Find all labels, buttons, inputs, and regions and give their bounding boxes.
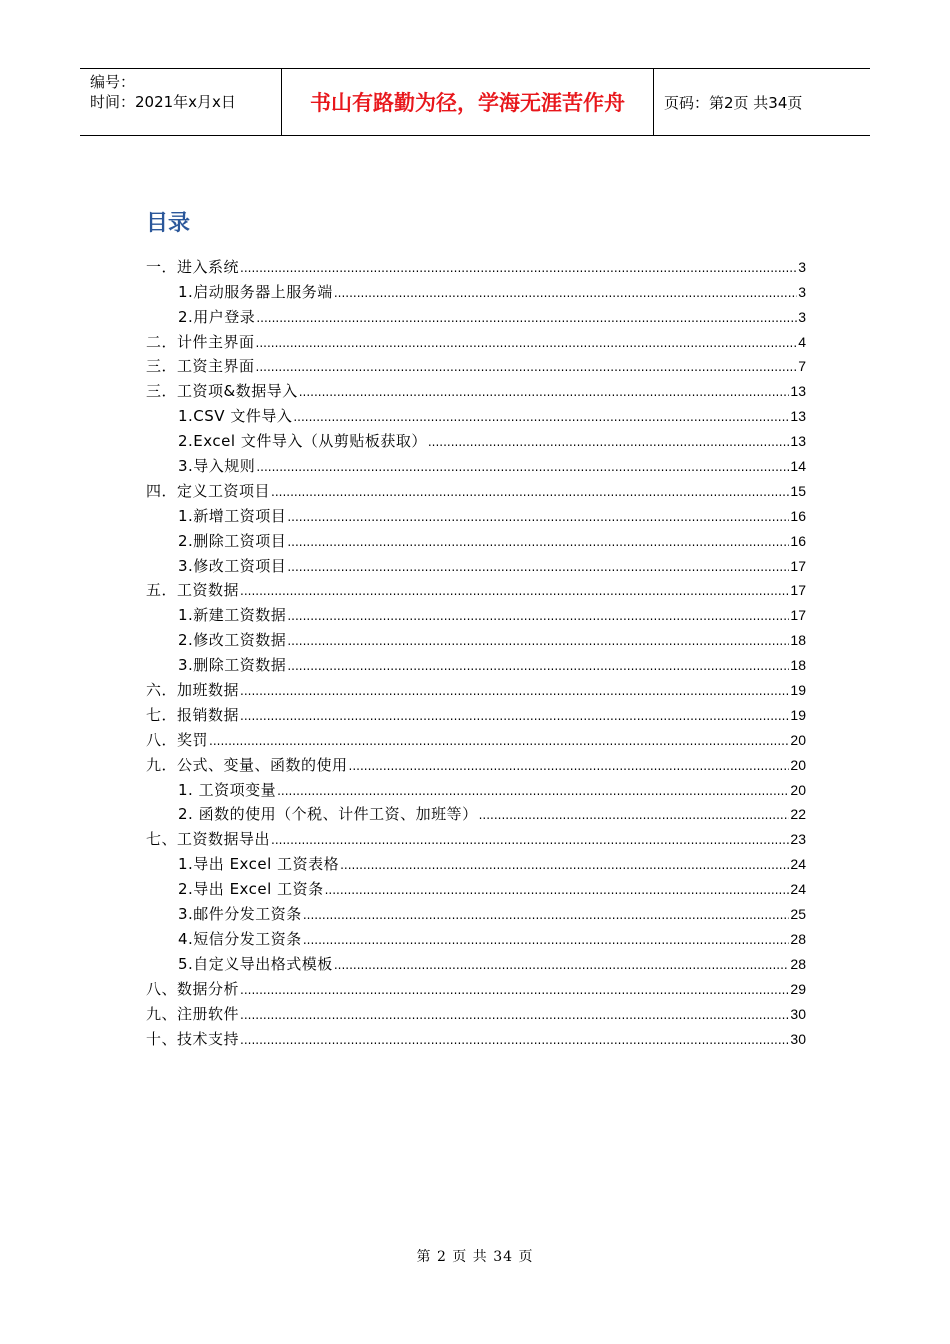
toc-entry-label: 1. 工资项变量 xyxy=(178,780,277,799)
toc-leader-dots xyxy=(303,933,790,948)
toc-entry-page: 18 xyxy=(790,657,806,674)
toc-leader-dots xyxy=(256,460,789,475)
page-header xyxy=(80,68,870,136)
toc-entry[interactable] xyxy=(146,1023,806,1048)
toc-entry-page: 20 xyxy=(790,756,806,773)
toc-entry[interactable] xyxy=(146,351,806,376)
toc-entry-label: 1.新建工资数据 xyxy=(178,606,287,625)
toc-leader-dots xyxy=(287,609,789,624)
toc-entry[interactable] xyxy=(146,724,806,749)
toc-leader-dots xyxy=(303,908,790,923)
toc-leader-dots xyxy=(334,286,797,301)
toc-leader-dots xyxy=(287,535,789,550)
toc-entry-label: 1.启动服务器上服务端 xyxy=(178,282,333,301)
toc-entry-page: 16 xyxy=(790,507,806,524)
toc-entry[interactable] xyxy=(146,774,806,799)
toc-leader-dots xyxy=(271,833,789,848)
toc-entry-label: 1.新增工资项目 xyxy=(178,506,287,525)
toc-entry-label: 九、注册软件 xyxy=(146,1004,240,1023)
toc-entry[interactable] xyxy=(146,699,806,724)
toc-leader-dots xyxy=(287,510,789,525)
toc-entry-page: 13 xyxy=(790,383,806,400)
toc-leader-dots xyxy=(479,808,790,823)
toc-entry[interactable] xyxy=(146,848,806,873)
toc-entry[interactable] xyxy=(146,948,806,973)
toc-entry[interactable] xyxy=(146,276,806,301)
toc-entry-page: 19 xyxy=(790,706,806,723)
toc-entry[interactable] xyxy=(146,500,806,525)
toc-entry[interactable] xyxy=(146,749,806,774)
toc-entry-page: 19 xyxy=(790,682,806,699)
toc-entry-page: 16 xyxy=(790,532,806,549)
toc-entry-label: 八、数据分析 xyxy=(146,979,240,998)
toc-leader-dots xyxy=(240,261,797,276)
toc-entry-label: 四．定义工资项目 xyxy=(146,481,271,500)
toc-entry-page: 24 xyxy=(790,856,806,873)
table-of-contents xyxy=(146,251,806,1048)
toc-entry[interactable] xyxy=(146,998,806,1023)
toc-entry-label: 2.修改工资数据 xyxy=(178,631,287,650)
toc-entry-page: 22 xyxy=(790,806,806,823)
toc-entry-page: 29 xyxy=(790,980,806,997)
toc-entry-label: 十、技术支持 xyxy=(146,1029,240,1048)
toc-entry-label: 七、工资数据导出 xyxy=(146,830,271,849)
toc-entry[interactable] xyxy=(146,375,806,400)
toc-entry-page: 25 xyxy=(790,906,806,923)
toc-entry-label: 3.导入规则 xyxy=(178,457,256,476)
toc-leader-dots xyxy=(325,883,790,898)
toc-leader-dots xyxy=(256,336,798,351)
toc-entry[interactable] xyxy=(146,599,806,624)
toc-entry-page: 30 xyxy=(790,1030,806,1047)
toc-leader-dots xyxy=(256,311,797,326)
toc-leader-dots xyxy=(271,485,789,500)
toc-entry-page: 4 xyxy=(798,333,806,350)
toc-entry-page: 28 xyxy=(790,955,806,972)
toc-entry-page: 7 xyxy=(798,358,806,375)
toc-entry[interactable] xyxy=(146,450,806,475)
toc-entry-page: 20 xyxy=(790,731,806,748)
toc-entry-label: 2.用户登录 xyxy=(178,307,256,326)
page-footer: 第 2 页 共 34 页 xyxy=(416,1249,534,1265)
toc-entry-label: 3.邮件分发工资条 xyxy=(178,905,302,924)
toc-entry-page: 23 xyxy=(790,831,806,848)
toc-leader-dots xyxy=(334,958,790,973)
toc-leader-dots xyxy=(293,410,789,425)
toc-entry[interactable] xyxy=(146,649,806,674)
toc-entry-page: 18 xyxy=(790,632,806,649)
toc-entry[interactable] xyxy=(146,475,806,500)
toc-entry-page: 20 xyxy=(790,781,806,798)
toc-leader-dots xyxy=(287,560,789,575)
toc-entry-page: 3 xyxy=(798,283,806,300)
toc-entry-label: 3.删除工资数据 xyxy=(178,656,287,675)
toc-entry-label: 七．报销数据 xyxy=(146,705,240,724)
toc-entry-label: 五．工资数据 xyxy=(146,581,240,600)
toc-entry[interactable] xyxy=(146,525,806,550)
toc-entry-page: 17 xyxy=(790,607,806,624)
toc-entry-label: 2.导出 Excel 工资条 xyxy=(178,880,324,899)
toc-title: 目录 xyxy=(146,211,191,236)
toc-entry[interactable] xyxy=(146,400,806,425)
toc-entry-page: 28 xyxy=(790,930,806,947)
toc-entry-page: 3 xyxy=(798,258,806,275)
toc-leader-dots xyxy=(428,435,790,450)
toc-entry[interactable] xyxy=(146,823,806,848)
toc-entry-page: 15 xyxy=(790,482,806,499)
toc-leader-dots xyxy=(240,983,789,998)
toc-entry-label: 4.短信分发工资条 xyxy=(178,929,302,948)
toc-entry[interactable] xyxy=(146,799,806,824)
toc-entry-page: 13 xyxy=(790,408,806,425)
toc-leader-dots xyxy=(209,734,789,749)
toc-entry-label: 三．工资项&数据导入 xyxy=(146,382,298,401)
toc-entry[interactable] xyxy=(146,575,806,600)
header-meta xyxy=(80,69,282,135)
toc-leader-dots xyxy=(299,385,790,400)
toc-entry[interactable] xyxy=(146,674,806,699)
toc-entry-label: 2.Excel 文件导入（从剪贴板获取） xyxy=(178,432,427,451)
toc-entry-page: 17 xyxy=(790,582,806,599)
toc-entry[interactable] xyxy=(146,425,806,450)
header-page-info: 页码：第2页 共34页 xyxy=(664,93,803,112)
toc-entry[interactable] xyxy=(146,251,806,276)
toc-leader-dots xyxy=(287,659,789,674)
toc-leader-dots xyxy=(277,784,789,799)
toc-entry-label: 九．公式、变量、函数的使用 xyxy=(146,755,348,774)
toc-entry-label: 3.修改工资项目 xyxy=(178,556,287,575)
toc-entry-label: 1.导出 Excel 工资表格 xyxy=(178,855,340,874)
toc-entry-page: 24 xyxy=(790,881,806,898)
toc-entry-label: 二．计件主界面 xyxy=(146,332,255,351)
toc-leader-dots xyxy=(240,1033,789,1048)
header-motto: 书山有路勤为径，学海无涯苦作舟 xyxy=(282,69,654,135)
toc-entry-label: 三．工资主界面 xyxy=(146,357,255,376)
toc-entry-page: 3 xyxy=(798,308,806,325)
toc-entry[interactable] xyxy=(146,550,806,575)
toc-leader-dots xyxy=(240,1008,789,1023)
toc-entry-label: 一．进入系统 xyxy=(146,257,240,276)
toc-entry-page: 14 xyxy=(790,458,806,475)
toc-entry-page: 13 xyxy=(790,433,806,450)
toc-entry-page: 30 xyxy=(790,1005,806,1022)
toc-leader-dots xyxy=(287,634,789,649)
header-number-label: 编号： xyxy=(90,73,136,91)
header-time-label: 时间：2021年x月x日 xyxy=(90,93,236,111)
toc-entry[interactable] xyxy=(146,301,806,326)
toc-entry-label: 八．奖罚 xyxy=(146,730,209,749)
toc-leader-dots xyxy=(240,684,789,699)
toc-entry-page: 17 xyxy=(790,557,806,574)
toc-leader-dots xyxy=(256,360,798,375)
toc-entry-label: 5.自定义导出格式模板 xyxy=(178,954,333,973)
toc-entry[interactable] xyxy=(146,923,806,948)
toc-entry[interactable] xyxy=(146,898,806,923)
toc-leader-dots xyxy=(349,759,790,774)
toc-leader-dots xyxy=(240,709,789,724)
toc-entry[interactable] xyxy=(146,873,806,898)
toc-entry[interactable] xyxy=(146,326,806,351)
toc-entry-label: 2.删除工资项目 xyxy=(178,531,287,550)
toc-entry-label: 六．加班数据 xyxy=(146,681,240,700)
toc-leader-dots xyxy=(340,858,789,873)
toc-leader-dots xyxy=(240,584,789,599)
toc-entry-label: 2. 函数的使用（个税、计件工资、加班等） xyxy=(178,805,478,824)
toc-entry[interactable] xyxy=(146,973,806,998)
toc-entry-label: 1.CSV 文件导入 xyxy=(178,407,293,426)
toc-entry[interactable] xyxy=(146,624,806,649)
